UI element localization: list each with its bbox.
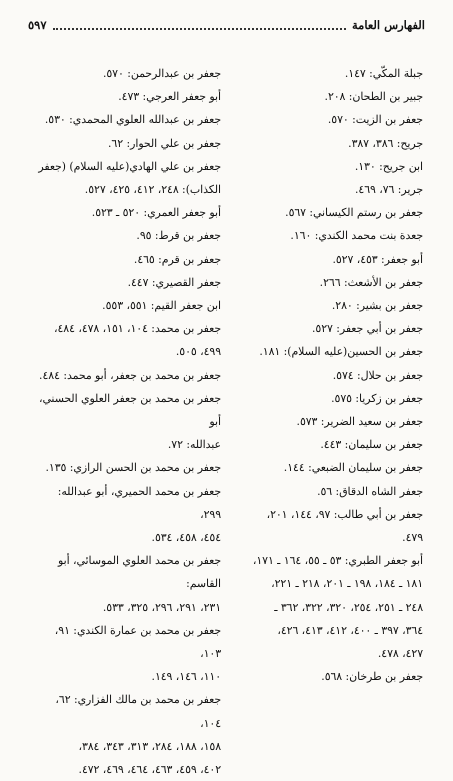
index-entry: جعفر بن عبدالله العلوي المحمدي: ٥٣٠. [44,113,221,127]
index-entry: جعفر بن سليمان الضبعي: ١٤٤. [283,461,423,475]
index-entry: جعفر بن محمد الحميري، أبو عبدالله: ٢٩٩، [57,484,221,521]
index-entry: جعفر بن قرط: ٩٥. [136,229,221,243]
index-entry: جعفر بن قرم: ٤٦٥. [133,252,221,266]
page-header [28,14,425,36]
index-entry: جعفر بن سليمان: ٤٤٣. [320,438,423,452]
index-entry: جعفر بن سعيد الضرير: ٥٧٣. [296,415,423,429]
index-entry: جعفر بن أبي طالب: ٩٧، ١٤٤، ٢٠١، ٤٧٩. [266,507,423,545]
index-entry: جعفر بن محمد: ١٠٤، ١٥١، ٤٧٨، ٤٨٤، [53,322,221,336]
index-entry: جعفر بن الأشعث: ٢٦٦. [319,275,423,289]
index-entry: جعفر بن رستم الكيساني: ٥٦٧. [285,206,423,220]
index-entry: أبو جعفر: ٤٥٣، ٥٢٧. [332,252,423,266]
header-title: الفهارس العامة [352,18,425,32]
index-entry: ٤٥٤، ٤٥٨، ٥٣٤. [151,531,221,545]
index-entry: ٤٩٩، ٥٠٥. [175,345,221,359]
index-entry: جعفر بن علي الهادي(عليه السلام) (جعفر [38,159,221,173]
index-entry: ٣٦٤، ٣٩٧ ـ ٤٠٠، ٤١٢، ٤١٣، ٤٢٦، [277,623,423,637]
index-entry: جعفر بن علي الحوار: ٦٢. [107,136,221,150]
index-entry: جعفر بن محمد بن الحسن الرازي: ١٣٥. [45,461,221,475]
index-entry: جريح: ٣٨٦، ٣٨٧. [348,136,423,150]
index-entry: جعفر الشاه الدقاق: ٥٦. [317,484,423,498]
index-entry: الكذاب): ٢٤٨، ٤١٢، ٤٢٥، ٥٢٧. [84,183,221,197]
index-entry: ٢٣١، ٢٩١، ٢٩٦، ٣٢٥، ٥٣٣. [102,600,221,614]
index-entry: جعفر القصيري: ٤٤٧. [127,275,221,289]
index-entry: ١٥٨، ١٨٨، ٢٨٤، ٣١٣، ٣٤٣، ٣٨٤، [78,739,221,753]
index-entry: جعفر بن محمد بن جعفر العلوي الحسني، أبو [38,391,221,429]
index-entry: جعفر بن الزيت: ٥٧٠. [327,113,423,127]
index-entry: أبو جعفر العمري: ٥٢٠ ـ ٥٢٣. [91,206,221,220]
index-entry: أبو جعفر العرجي: ٤٧٣. [118,90,221,104]
index-column-right [248,62,423,688]
index-entry: جعفر بن حلال: ٥٧٤. [332,368,423,382]
index-entry: جرير: ٧٦، ٤٦٩. [354,183,423,197]
index-entry: ابن جعفر القيم: ٥٥١، ٥٥٣. [102,299,221,313]
index-entry: ١٨١ ـ ١٨٤، ١٩٨ ـ ٢٠١، ٢١٨ ـ ٢٢١، [271,577,423,591]
index-entry: جعفر بن عبدالرحمن: ٥٧٠. [102,67,221,80]
index-entry: جعفر بن زكريا: ٥٧٥. [331,391,423,405]
index-entry: جعفر بن محمد بن عمارة الكندي: ٩١، ١٠٣، [54,623,221,661]
index-entry: ٤٠٢، ٤٥٩، ٤٦٣، ٤٦٤، ٤٦٩، ٤٧٢. [78,763,221,777]
index-entry: عبدالله: ٧٢. [167,438,221,452]
index-entry: جعفر بن بشير: ٢٨٠. [331,299,423,313]
index-entry: جعفر بن محمد بن جعفر، أبو محمد: ٤٨٤. [39,368,221,382]
index-entry: جعفر بن طرخان: ٥٦٨. [321,670,423,684]
index-entry: جعفر بن الحسين(عليه السلام): ١٨١. [259,345,423,359]
header-leader-dots [53,27,346,30]
index-entry: ٤٢٧، ٤٧٨. [377,647,423,661]
page-number: ٥٩٧ [28,18,47,32]
index-entry: جعفر بن محمد بن مالك الفزاري: ٦٢، ١٠٤، [55,693,221,730]
index-entry: جبير بن الطحان: ٢٠٨. [324,90,423,104]
index-entry: جبلة المكّي: ١٤٧. [344,67,423,80]
index-entry: جعدة بنت محمد الكندي: ١٦٠. [290,229,423,243]
index-entry: أبو جعفر الطبري: ٥٣ ـ ٥٥، ١٦٤ ـ ١٧١، [252,554,423,568]
index-entry: ١١٠، ١٤٦، ١٤٩. [151,670,221,684]
index-column-left [35,62,221,781]
index-entry: ٢٤٨ ـ ٢٥١، ٢٥٤، ٣٢٠، ٣٢٢، ٣٦٢ ـ [274,600,423,614]
index-entry: جعفر بن محمد العلوي الموسائي، أبو القاسم: [58,554,221,591]
index-entry: جعفر بن أبي جعفر: ٥٢٧. [311,322,423,336]
index-entry: ابن جريح: ١٣٠. [354,159,423,173]
